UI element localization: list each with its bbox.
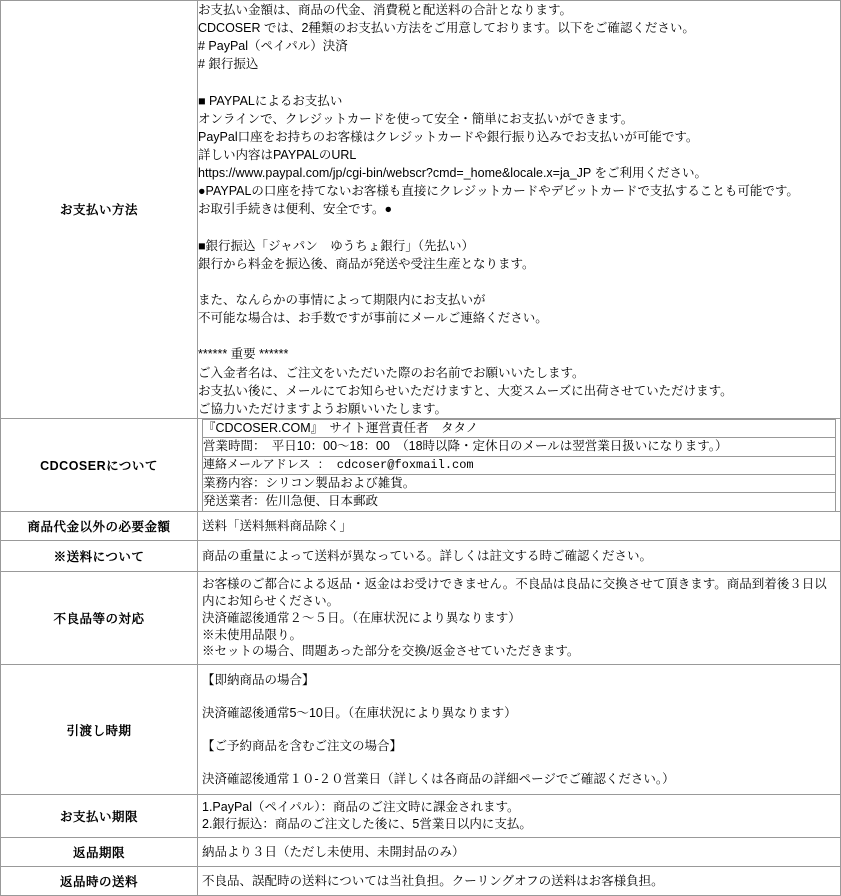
- text-line: 詳しい内容はPAYPALのURL: [198, 148, 357, 162]
- text-line: 決済確認後通常２～５日。（在庫状況により異なります）: [202, 610, 521, 625]
- text-line: ****** 重要 ******: [198, 347, 289, 362]
- text-line: 【ご予約商品を含むご注文の場合】: [202, 738, 403, 753]
- row-content-delivery-time: [198, 665, 841, 795]
- text-line: ※未使用品限り。: [202, 627, 303, 642]
- text-line: ご入金者名は、ご注文をいただいた際のお名前でお願いいたします。: [198, 365, 585, 380]
- text-line: お取引手続きは便利、安全です。●: [198, 202, 393, 217]
- table-row-payment-method: [1, 1, 841, 419]
- row-label-payment-method: お支払い方法: [1, 1, 198, 419]
- table-row-shipping: [1, 540, 841, 571]
- text-line: PayPal口座をお持ちのお客様はクレジットカードや銀行振り込みでお支払いが可能です。: [198, 129, 699, 144]
- text-line: 銀行から料金を振込後、商品が発送や受注生産となります。: [198, 256, 535, 271]
- text-line: お客様のご都合による返品・返金はお受けできません。不良品は良品に交換させて頂きます。商品到着後３日以内にお知らせください。: [202, 576, 827, 608]
- row-content-return-deadline: 納品より３日（ただし未使用、未開封品のみ）: [198, 838, 841, 867]
- paypal-url-line[interactable]: https://www.paypal.com/jp/cgi-bin/webscr?cmd=_home&locale.x=ja_JP をご利用ください。: [198, 166, 707, 181]
- text-line: また、なんらかの事情によって期限内にお支払いが: [198, 293, 486, 307]
- row-label-payment-deadline: お支払い期限: [1, 795, 198, 838]
- text-line: ご協力いただけますようお願いいたします。: [198, 401, 448, 416]
- about-sublist: [202, 419, 836, 511]
- row-content-payment-deadline: [198, 795, 841, 838]
- about-line: 『CDCOSER.COM』 サイト運営責任者 タタノ: [203, 419, 836, 438]
- text-line: 1.PayPal（ペイパル）：商品のご注文時に課金されます。: [202, 800, 520, 815]
- row-label-delivery-time: 引渡し時期: [1, 665, 198, 795]
- row-content-about: [198, 418, 841, 511]
- about-email-line[interactable]: 連絡メールアドレス ： cdcoser@foxmail.com: [203, 456, 836, 474]
- row-label-shipping: ※送料について: [1, 540, 198, 571]
- about-line: 業務内容：シリコン製品および雑貨。: [203, 474, 836, 493]
- text-line: ■ PAYPALによるお支払い: [198, 93, 343, 108]
- text-line: 不可能な場合は、お手数ですが事前にメールご連絡ください。: [198, 311, 548, 326]
- table-row-return-deadline: [1, 838, 841, 867]
- text-line: お支払い金額は、商品の代金、消費税と配送料の合計となります。: [198, 3, 573, 17]
- row-label-return-shipping: 返品時の送料: [1, 867, 198, 896]
- table-row-defective: [1, 571, 841, 664]
- spacer-line: [202, 692, 836, 702]
- row-label-return-deadline: 返品期限: [1, 838, 198, 867]
- list-item: [203, 419, 836, 438]
- text-line: 決済確認後通常１０-２０営業日（詳しくは各商品の詳細ページでご確認ください。）: [202, 771, 675, 786]
- text-line: 2.銀行振込：商品のご注文した後に、5営業日以内に支払。: [202, 817, 532, 832]
- row-label-about: CDCOSERについて: [1, 418, 198, 511]
- table-row-delivery-time: [1, 665, 841, 795]
- table-row-payment-deadline: [1, 795, 841, 838]
- text-line: オンラインで、クレジットカードを使って安全・簡単にお支払いができます。: [198, 111, 634, 126]
- row-label-extra-fee: 商品代金以外の必要金額: [1, 511, 198, 540]
- about-line: 営業時間： 平日10：00～18：00 （18時以降・定休日のメールは翌営業日扱いになります。）: [203, 438, 836, 457]
- list-item: [203, 438, 836, 457]
- spacer-line: [198, 74, 840, 92]
- table-row-return-shipping: [1, 867, 841, 896]
- spacer-line: [198, 219, 840, 237]
- spacer-line: [198, 327, 840, 345]
- about-line: 発送業者：佐川急便、日本郵政: [203, 493, 836, 511]
- text-line: 【即納商品の場合】: [202, 673, 315, 688]
- spacer-line: [198, 273, 840, 291]
- text-line: お支払い後に、メールにてお知らせいただけますと、大変スムーズに出荷させていただけます。: [198, 383, 733, 398]
- list-item: [203, 456, 836, 474]
- spacer-line: [202, 725, 836, 735]
- text-line: # 銀行振込: [198, 57, 259, 72]
- list-item: [203, 493, 836, 511]
- text-line: # PayPal（ペイパル）決済: [198, 39, 348, 54]
- text-line: 決済確認後通常5～10日。（在庫状況により異なります）: [202, 706, 517, 721]
- text-line: CDCOSER では、2種類のお支払い方法をご用意しております。以下をご確認ください。: [198, 21, 695, 36]
- row-content-defective: [198, 571, 841, 664]
- text-line: ■銀行振込「ジャパン ゆうちょ銀行」（先払い）: [198, 238, 475, 253]
- row-content-payment-method: [198, 1, 841, 419]
- spacer-line: [202, 758, 836, 768]
- row-content-extra-fee: 送料「送料無料商品除く」: [198, 511, 841, 540]
- text-line: ※セットの場合、問題あった部分を交換/返金させていただきます。: [202, 644, 580, 659]
- list-item: [203, 474, 836, 493]
- text-line: ●PAYPALの口座を持てないお客様も直接にクレジットカードやデビットカードで支払することも可能です。: [198, 184, 799, 199]
- row-label-defective: 不良品等の対応: [1, 571, 198, 664]
- table-row-extra-fee: [1, 511, 841, 540]
- row-content-shipping: 商品の重量によって送料が異なっている。詳しくは註文する時ご確認ください。: [198, 540, 841, 571]
- row-content-return-shipping: 不良品、誤配時の送料については当社負担。クーリングオフの送料はお客様負担。: [198, 867, 841, 896]
- table-row-about: [1, 418, 841, 511]
